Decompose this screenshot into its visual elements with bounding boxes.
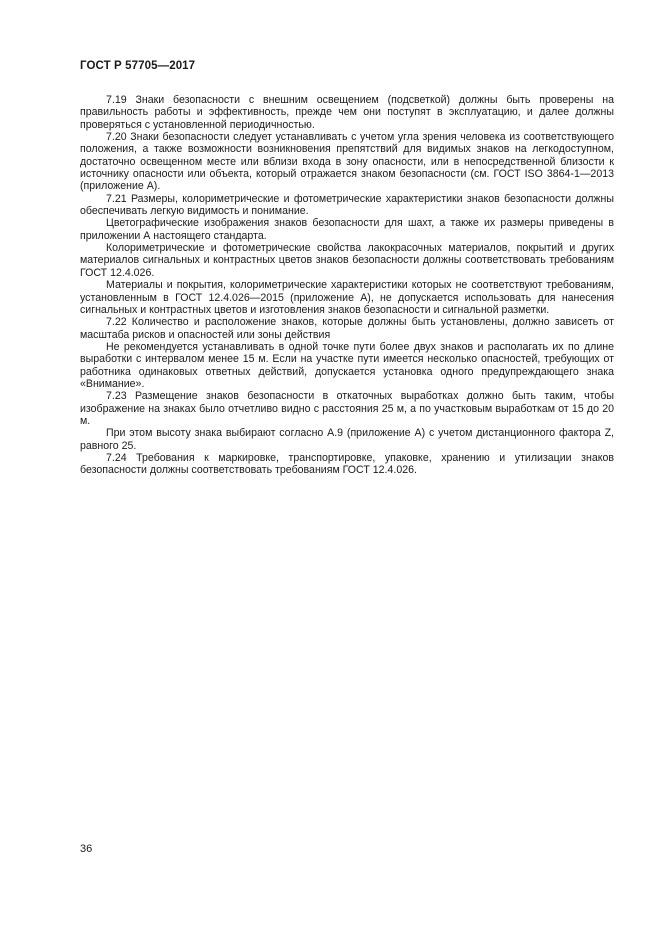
paragraph-7-20: 7.20 Знаки безопасности следует устанавливать с учетом угла зрения человека из соответствующего положения, а также возможности возникновения препятствий для видимых знаков на легкодоступном, достаточно освещенном месте или вблизи входа в зону опасности, или в непосредственной близости к источнику опасности или объекта, который отражается знаком безопасности (см. ГОСТ ISO 3864-1—2013 (приложение А). <box>80 131 614 193</box>
paragraph-7-21: 7.21 Размеры, колориметрические и фотометрические характеристики знаков безопасности должны обеспечивать легкую видимость и понимание. <box>80 192 614 218</box>
page-number: 36 <box>80 843 93 855</box>
paragraph-sign-placement: Не рекомендуется устанавливать в одной точке пути более двух знаков и располагать их по длине выработки с интервалом менее 15 м. Если на участке пути имеется несколько опасностей, требующих от работника одинаковых ответных действий, допускается установка одного предупреждающего знака «Внимание». <box>80 340 614 390</box>
paragraph-7-23: 7.23 Размещение знаков безопасности в откаточных выработках должно быть таким, чтобы изображение на знаках было отчетливо видно с расстояния 25 м, а по участковым выработкам от 15 до 20 м. <box>80 390 614 427</box>
paragraph-materials-coatings: Материалы и покрытия, колориметрические характеристики которых не соответствуют требованиям, установленным в ГОСТ 12.4.026—2015 (приложение А), не допускается использовать для нанесения сигнальных и контрастных цветов и изготовления знаков безопасности и сигнальной разметки. <box>80 279 614 316</box>
document-body <box>80 94 614 477</box>
paragraph-color-images: Цветографические изображения знаков безопасности для шахт, а также их размеры приведены в приложении А настоящего стандарта. <box>80 217 614 242</box>
paragraph-7-19: 7.19 Знаки безопасности с внешним освещением (подсветкой) должны быть проверены на правильность работы и эффективность, прежде чем они поступят в эксплуатацию, и далее должны проверяться с установленной периодичностью. <box>80 94 614 131</box>
document-header: ГОСТ Р 57705—2017 <box>80 60 196 72</box>
paragraph-colorimetric-properties: Колориметрические и фотометрические свойства лакокрасочных материалов, покрытий и других материалов сигнальных и контрастных цветов знаков безопасности должны соответствовать требованиям ГОСТ 12.4.026. <box>80 242 614 279</box>
paragraph-7-24: 7.24 Требования к маркировке, транспортировке, упаковке, хранению и утилизации знаков безопасности должны соответствовать требованиям ГОСТ 12.4.026. <box>80 451 614 477</box>
paragraph-7-22: 7.22 Количество и расположение знаков, которые должны быть установлены, должно зависеть от масштаба рисков и опасностей или зоны действия <box>80 316 614 341</box>
paragraph-sign-height: При этом высоту знака выбирают согласно А.9 (приложение А) с учетом дистанционного фактора Z, равного 25. <box>80 427 614 452</box>
